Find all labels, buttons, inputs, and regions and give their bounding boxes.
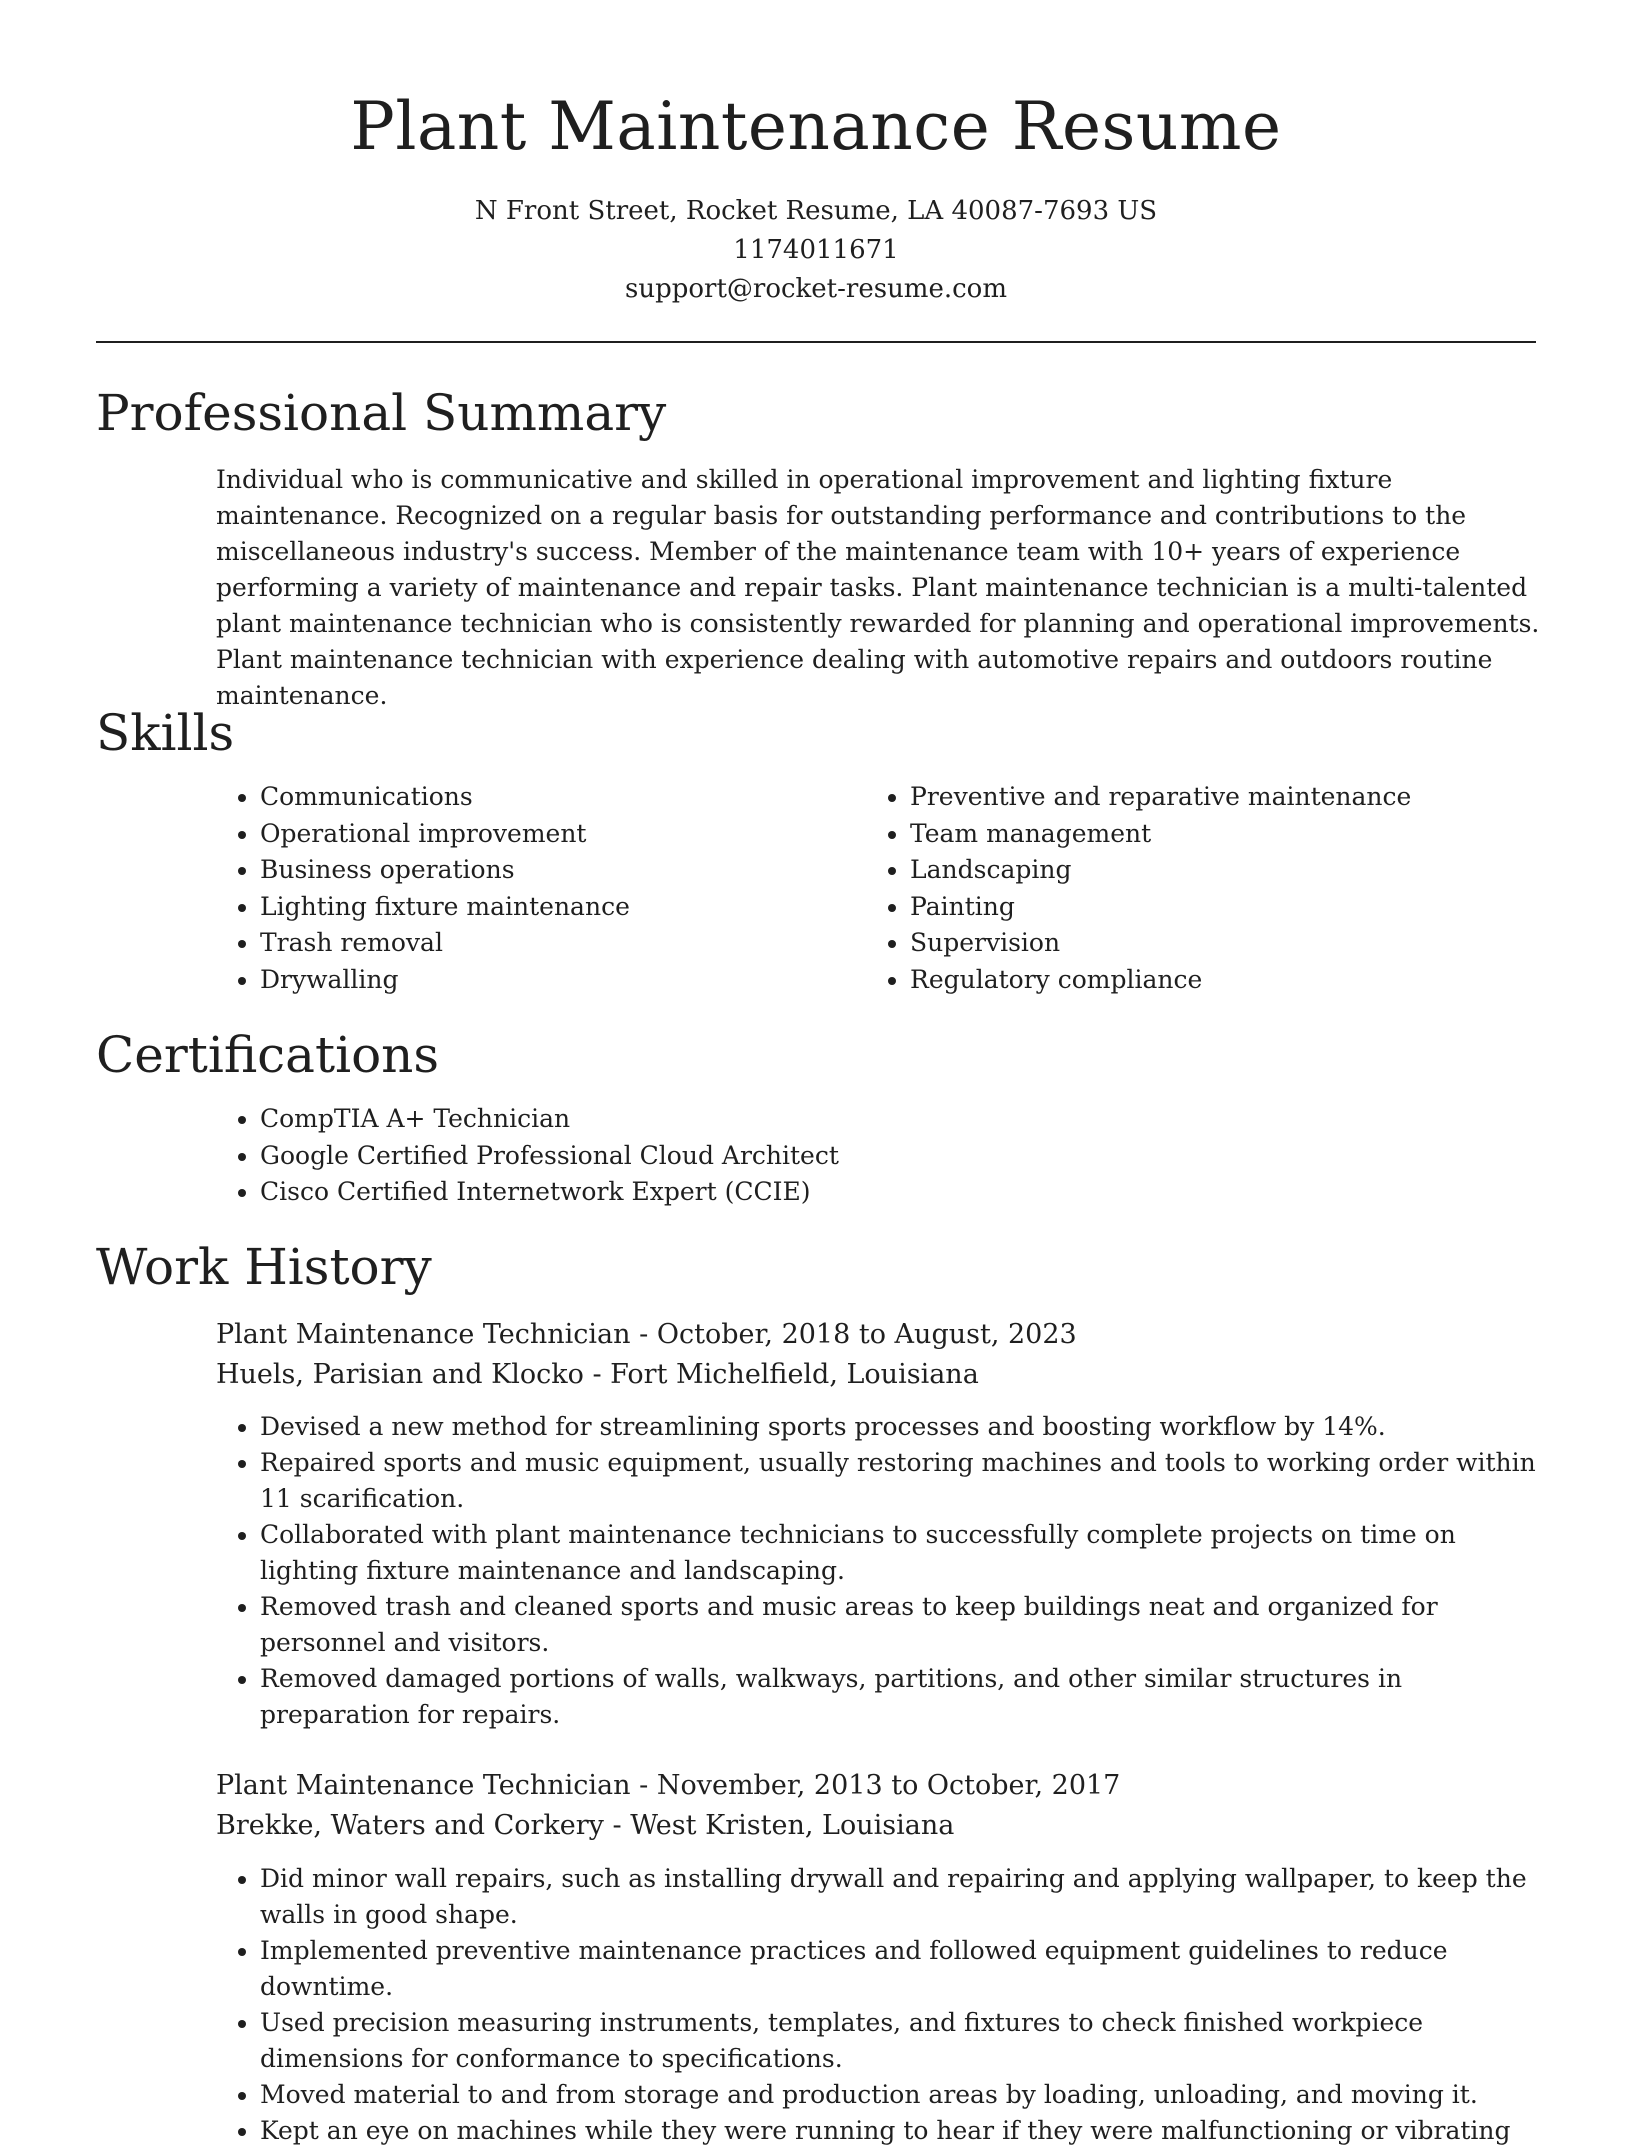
job-company: Huels, Parisian and Klocko [216, 1359, 584, 1390]
skill-item: • Operational improvement [260, 816, 630, 853]
resume-header [0, 0, 1632, 309]
skills-heading: Skills [96, 704, 235, 762]
skills-list-right [866, 779, 1411, 998]
certifications-list [216, 1101, 839, 1211]
job-employer: Brekke, Waters and Corkery - West Kristen, Louisiana [216, 1810, 955, 1841]
address: N Front Street, Rocket Resume, LA 40087-7693 US [474, 196, 1158, 226]
email: support@rocket-resume.com [624, 274, 1007, 304]
header-divider [96, 341, 1536, 343]
skill-item: • Preventive and reparative maintenance [910, 779, 1411, 816]
skill-item: • Trash removal [260, 925, 630, 962]
job-bullet: • Kept an eye on machines while they were running to hear if they were malfunctioning or vibrating [260, 2113, 1540, 2149]
certification-item: • Google Certified Professional Cloud Architect [260, 1138, 839, 1175]
certifications-heading: Certifications [96, 1026, 440, 1084]
job-bullet: • Implemented preventive maintenance practices and followed equipment guidelines to reduce downtime. [260, 1933, 1540, 2005]
job-bullet: • Used precision measuring instruments, templates, and fixtures to check finished workpiece dimensions for conformance to specifications. [260, 2005, 1540, 2077]
work-history-heading: Work History [96, 1238, 432, 1296]
job-role: Plant Maintenance Technician [216, 1770, 631, 1801]
job-employer: Huels, Parisian and Klocko - Fort Michelfield, Louisiana [216, 1359, 979, 1390]
resume-title: Plant Maintenance Resume [350, 88, 1282, 165]
job-role: Plant Maintenance Technician [216, 1319, 631, 1350]
job-dates: November, 2013 to October, 2017 [656, 1770, 1121, 1801]
job-dates: October, 2018 to August, 2023 [656, 1319, 1077, 1350]
skill-item: • Supervision [910, 925, 1411, 962]
job-bullet: • Removed trash and cleaned sports and music areas to keep buildings neat and organized for personnel and visitors. [260, 1589, 1540, 1661]
certification-item: • Cisco Certified Internetwork Expert (CCIE) [260, 1174, 839, 1211]
job-location: West Kristen, Louisiana [630, 1810, 955, 1841]
job-bullet: • Devised a new method for streamlining sports processes and boosting workflow by 14%. [260, 1409, 1540, 1445]
certification-item: • CompTIA A+ Technician [260, 1101, 839, 1138]
summary-text: Individual who is communicative and skilled in operational improvement and lighting fixture maintenance. Recognized on a regular basis for outstanding performance and contributions to the miscellaneous industry's success. Member of the maintenance team with 10+ years of experience performing a variety of maintenance and repair tasks. Plant maintenance technician is a multi-talented plant maintenance technician who is consistently rewarded for planning and operational improvements. Plant maintenance technician with experience dealing with automotive repairs and outdoors routine maintenance. [216, 465, 1540, 710]
phone: 1174011671 [733, 235, 899, 265]
skill-item: • Communications [260, 779, 630, 816]
job-heading: Plant Maintenance Technician - October, 2018 to August, 2023 [216, 1319, 1077, 1350]
skill-item: • Landscaping [910, 852, 1411, 889]
job-bullet: • Repaired sports and music equipment, usually restoring machines and tools to working order within 11 scarification. [260, 1445, 1540, 1517]
contact-info [0, 192, 1632, 309]
skill-item: • Drywalling [260, 962, 630, 999]
job-bullet: • Removed damaged portions of walls, walkways, partitions, and other similar structures in preparation for repairs. [260, 1661, 1540, 1733]
job-heading: Plant Maintenance Technician - November, 2013 to October, 2017 [216, 1770, 1121, 1801]
job-company: Brekke, Waters and Corkery [216, 1810, 604, 1841]
skill-item: • Lighting fixture maintenance [260, 889, 630, 926]
job-bullets [216, 1409, 1540, 1733]
job-bullet: • Collaborated with plant maintenance technicians to successfully complete projects on time on lighting fixture maintenance and landscaping. [260, 1517, 1540, 1589]
job-bullet: • Did minor wall repairs, such as installing drywall and repairing and applying wallpaper, to keep the walls in good shape. [260, 1861, 1540, 1933]
job-bullets [216, 1861, 1540, 2149]
summary-heading: Professional Summary [96, 384, 667, 442]
job-location: Fort Michelfield, Louisiana [610, 1359, 979, 1390]
skill-item: • Regulatory compliance [910, 962, 1411, 999]
job-bullet: • Moved material to and from storage and production areas by loading, unloading, and moving it. [260, 2077, 1540, 2113]
skill-item: • Painting [910, 889, 1411, 926]
skills-list-left [216, 779, 630, 998]
skill-item: • Business operations [260, 852, 630, 889]
skill-item: • Team management [910, 816, 1411, 853]
